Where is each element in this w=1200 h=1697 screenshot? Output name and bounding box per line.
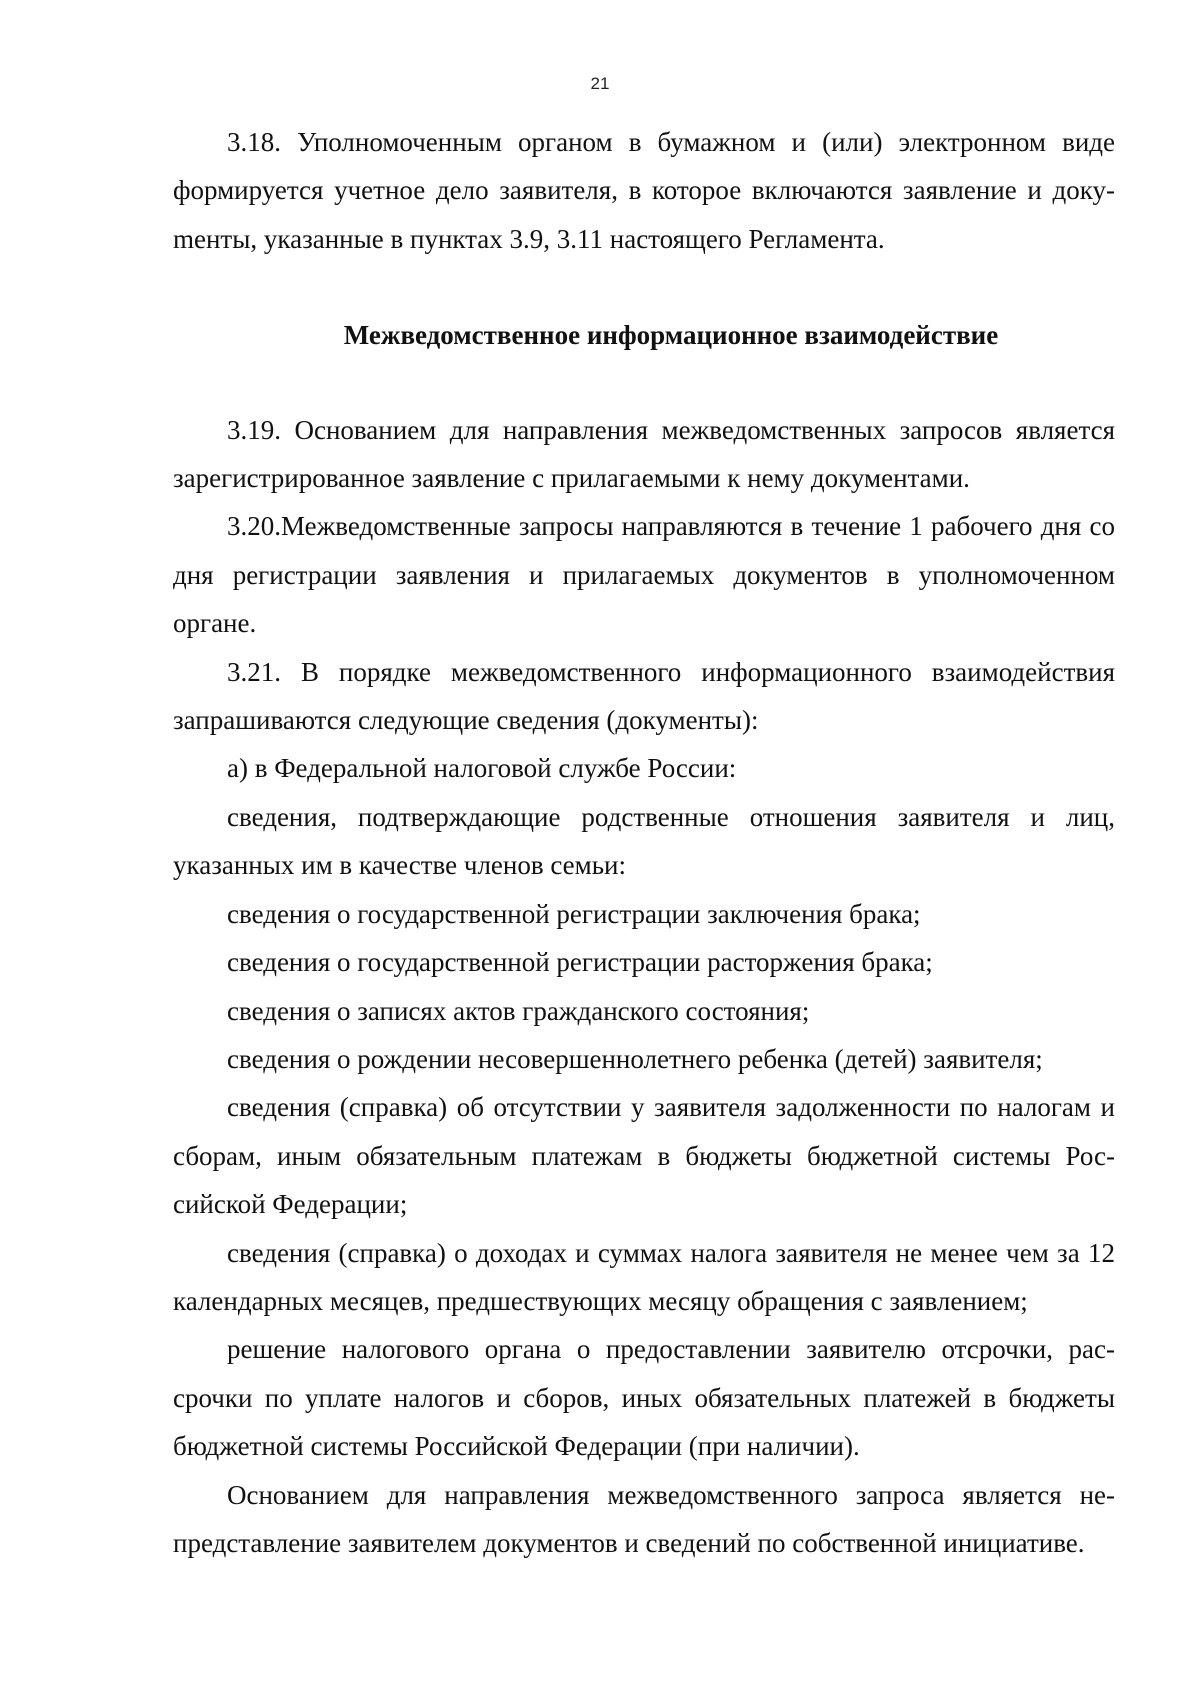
spacer <box>173 360 1115 406</box>
page-number: 21 <box>590 74 610 93</box>
paragraph-civil-records: сведения о записях актов гражданского состояния; <box>227 995 810 1026</box>
paragraph-3-20: 3.20.Межведомственные запросы направляются в течение 1 рабочего дня со дня регистрации заявления и прилагаемых документов в уполномоченном органе. <box>173 511 1115 639</box>
paragraph-item-a: а) в Федеральной налоговой службе России: <box>227 753 737 784</box>
paragraph-3-18: 3.18. Уполномоченным органом в бумажном и (или) электронном виде формируется учетное дело заявителя, в которое включаются заявление и докуmенты, указанные в пунктах 3.9, 3.11 настоящего Регламента. <box>173 127 1115 254</box>
paragraph-tax-deferral: решение налогового органа о предоставлении заявителю отсрочки, рассрочки по уплате налогов и сборов, иных обязательных платежей в бюджеты бюджетной системы Российской Федерации (при наличии). <box>173 1334 1115 1462</box>
paragraph-3-21: 3.21. В порядке межведомственного информационного взаимодействия запрашиваются следующие сведения (документы): <box>173 656 1115 736</box>
document-body <box>173 118 1115 1567</box>
section-heading: Межведомственное информационное взаимодействие <box>343 320 999 351</box>
paragraph-tax-debt: сведения (справка) об отсутствии у заявителя задолженности по налогам и сборам, иным обязательным платежам в бюджеты бюджетной системы Российской Федерации; <box>173 1092 1115 1220</box>
paragraph-child-birth: сведения о рождении несовершеннолетнего ребенка (детей) заявителя; <box>227 1043 1043 1074</box>
paragraph-request-basis: Основанием для направления межведомственного запроса является непредставление заявителем документов и сведений по собственной инициативе. <box>173 1479 1115 1558</box>
paragraph-kinship-info: сведения, подтверждающие родственные отношения заявителя и лиц, указанных им в качестве членов семьи: <box>173 801 1115 881</box>
paragraph-marriage-registration: сведения о государственной регистрации заключения брака; <box>227 898 921 929</box>
paragraph-divorce-registration: сведения о государственной регистрации расторжения брака; <box>227 947 933 978</box>
paragraph-income-certificate: сведения (справка) о доходах и суммах налога заявителя не менее чем за 12 календарных месяцев, предшествующих месяцу обращения с заявлением; <box>173 1237 1115 1316</box>
spacer <box>173 263 1115 311</box>
paragraph-3-19: 3.19. Основанием для направления межведомственных запросов является зарегистрированное заявление с прилагаемыми к нему документами. <box>173 414 1115 494</box>
